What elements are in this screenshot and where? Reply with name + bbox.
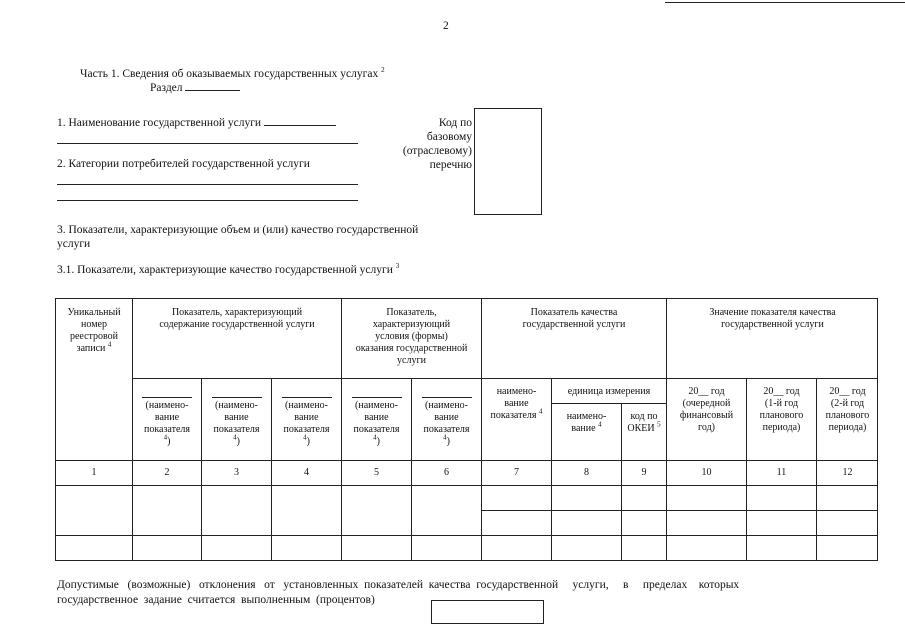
header-unique-line: реестровой bbox=[69, 331, 119, 342]
deviation-text-line-1: Допустимые (возможные) отклонения от установленных показателей качества государственной услуги, в пределах которых bbox=[57, 579, 740, 591]
indicators-heading bbox=[57, 223, 418, 251]
header-unique-line: Уникальный bbox=[67, 307, 121, 318]
code-label-line-4: перечню bbox=[429, 159, 472, 171]
consumer-categories-line-2[interactable] bbox=[57, 200, 358, 201]
subheader-name-col5: (наимено- вание показателя $^4$) bbox=[342, 397, 411, 448]
row-line bbox=[55, 460, 878, 461]
subheader-year-1: 20__ год (очередной финансовый год) bbox=[679, 386, 734, 433]
indicators-heading-line-2: услуги bbox=[57, 238, 91, 250]
subheader-unit: единица измерения bbox=[567, 386, 651, 397]
subheader-name-col3: (наимено- вание показателя $^4$) bbox=[202, 397, 271, 448]
indicators-heading-line-1: 3. Показатели, характеризующие объем и (или) качество государственной bbox=[57, 224, 419, 236]
col-number: 3 bbox=[234, 467, 239, 478]
subheader-name-col2: (наимено- вание показателя $^4$) bbox=[133, 397, 201, 448]
header-unique-line: номер bbox=[81, 319, 107, 330]
subheader-name-col4: (наимено- вание показателя $^4$) bbox=[272, 397, 341, 448]
header-value-line: Значение показателя качества bbox=[709, 307, 836, 318]
header-quality bbox=[482, 307, 666, 331]
service-name-extra-line[interactable] bbox=[57, 143, 358, 144]
consumer-categories-line-1[interactable] bbox=[57, 184, 358, 185]
header-quality-line: государственной услуги bbox=[522, 319, 626, 330]
code-label-line-2: базовому bbox=[426, 131, 472, 143]
top-right-rule bbox=[665, 2, 905, 3]
subheader-indicator-name: наимено- вание показателя $^4$ bbox=[490, 386, 543, 421]
row-line bbox=[551, 403, 666, 404]
header-unique-number bbox=[56, 307, 132, 355]
col-number: 4 bbox=[304, 467, 309, 478]
quality-heading-text: 3.1. Показатели, характеризующие качество государственной услуги bbox=[57, 264, 393, 276]
code-label bbox=[380, 116, 472, 172]
header-conditions-line: характеризующий bbox=[372, 319, 451, 330]
table-row[interactable] bbox=[56, 536, 877, 560]
col-number: 1 bbox=[91, 467, 97, 478]
col-number: 10 bbox=[701, 467, 712, 478]
col-number: 8 bbox=[584, 467, 589, 478]
col-number: 9 bbox=[641, 467, 647, 478]
header-content bbox=[133, 307, 341, 331]
header-conditions-line: Показатель, bbox=[386, 307, 437, 318]
header-conditions-line: оказания государственной bbox=[355, 343, 468, 354]
deviation-percent-box[interactable] bbox=[431, 600, 544, 624]
subheader-unit-name: наимено- вание $^4$ bbox=[566, 411, 607, 434]
deviation-text-line-2: государственное задание считается выполненным (процентов) bbox=[57, 594, 375, 606]
code-box[interactable] bbox=[474, 108, 542, 215]
subheader-year-3: 20__ год (2-й год планового периода) bbox=[825, 386, 870, 433]
service-name-label: 1. Наименование государственной услуги bbox=[57, 117, 262, 129]
subheader-okei: код по ОКЕИ $^5$ bbox=[627, 411, 661, 434]
col-number: 2 bbox=[164, 467, 170, 478]
code-label-line-3: (отраслевому) bbox=[402, 145, 472, 157]
section-blank[interactable] bbox=[185, 90, 240, 91]
header-value-line: государственной услуги bbox=[721, 319, 824, 330]
subheader-year-2: 20__ год (1-й год планового периода) bbox=[759, 386, 804, 433]
quality-heading-footnote: 3 bbox=[395, 262, 400, 271]
col-number: 6 bbox=[444, 467, 449, 478]
header-content-line: Показатель, характеризующий bbox=[171, 307, 303, 318]
part-title-text: Часть 1. Сведения об оказываемых государственных услугах bbox=[80, 68, 379, 80]
quality-heading bbox=[57, 263, 399, 277]
subheader-name-col6: (наимено- вание показателя $^4$) bbox=[412, 397, 481, 448]
section-label bbox=[150, 81, 240, 95]
part-title-footnote: 2 bbox=[381, 66, 385, 75]
header-quality-line: Показатель качества bbox=[530, 307, 618, 318]
row-line bbox=[132, 378, 878, 379]
header-content-line: содержание государственной услуги bbox=[159, 319, 315, 330]
table-row[interactable] bbox=[56, 486, 877, 535]
section-label-text: Раздел bbox=[150, 82, 183, 94]
col-number: 12 bbox=[842, 467, 853, 478]
header-value bbox=[667, 307, 878, 331]
header-conditions-line: услуги bbox=[397, 355, 426, 366]
header-conditions bbox=[342, 307, 481, 367]
header-conditions-line: условия (формы) bbox=[375, 331, 448, 342]
consumer-categories-label: 2. Категории потребителей государственной услуги bbox=[57, 158, 310, 170]
page-number: 2 bbox=[443, 20, 449, 32]
col-number: 5 bbox=[374, 467, 379, 478]
service-name-blank[interactable] bbox=[264, 125, 336, 126]
service-name-line bbox=[57, 116, 336, 130]
part-title bbox=[80, 67, 385, 81]
header-unique-line: записи $^4$ bbox=[76, 340, 112, 354]
code-label-line-1: Код по bbox=[438, 117, 472, 129]
col-number: 11 bbox=[776, 467, 787, 478]
col-number: 7 bbox=[514, 467, 519, 478]
